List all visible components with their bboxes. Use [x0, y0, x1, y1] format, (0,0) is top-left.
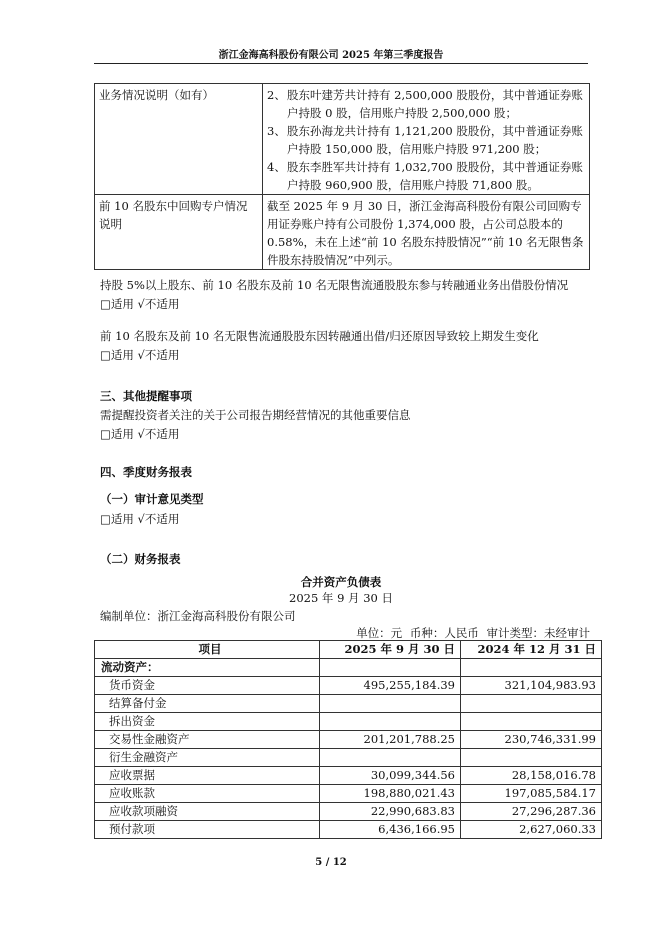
- shareholder-info-table: [94, 83, 590, 270]
- row-value-current: 30,099,344.56: [320, 767, 461, 785]
- table-row: [95, 677, 602, 695]
- row-value-current: [320, 695, 461, 713]
- item-text: 股东孙海龙共计持有 1,121,200 股股份，其中普通证券账户持股 150,000 股，信用账户持股 971,200 股；: [287, 124, 583, 156]
- column-header-current: 2025 年 9 月 30 日: [320, 641, 461, 659]
- table-row: [95, 749, 602, 767]
- item-number: 2、: [267, 88, 286, 102]
- row-item: 应收账款: [95, 785, 320, 803]
- row-value-current: 6,436,166.95: [320, 821, 461, 839]
- row-item: 结算备付金: [95, 695, 320, 713]
- row-value-prior: 28,158,016.78: [461, 767, 602, 785]
- row-item: 货币资金: [95, 677, 320, 695]
- row-item: 衍生金融资产: [95, 749, 320, 767]
- table-row: [95, 821, 602, 839]
- row-value-current: 201,201,788.25: [320, 731, 461, 749]
- row-value-current: 495,255,184.39: [320, 677, 461, 695]
- securities-lending-options: □适用 √不适用: [100, 297, 180, 311]
- item-number: 3、: [267, 124, 286, 138]
- list-item: [267, 158, 585, 194]
- row-value-prior: [461, 695, 602, 713]
- page-header-title: 浙江金海高科股份有限公司 2025 年第三季度报告: [218, 50, 444, 61]
- table-section-row: [95, 659, 602, 677]
- column-header-item: 项目: [95, 641, 320, 659]
- table-row: [95, 84, 590, 195]
- preparer: 编制单位：浙江金海高科股份有限公司: [100, 609, 296, 623]
- section-3-options: □适用 √不适用: [100, 427, 180, 441]
- row-value: [263, 84, 590, 195]
- unit-currency-audit: 单位：元 币种：人民币 审计类型：未经审计: [356, 626, 590, 640]
- balance-sheet-date: 2025 年 9 月 30 日: [289, 591, 393, 605]
- row-value-prior: 197,085,584.17: [461, 785, 602, 803]
- balance-sheet-table: [94, 640, 602, 839]
- table-row: [95, 195, 590, 270]
- header-divider: [94, 63, 588, 64]
- current-assets-label: 流动资产：: [95, 659, 320, 677]
- table-row: [95, 713, 602, 731]
- column-header-prior: 2024 年 12 月 31 日: [461, 641, 602, 659]
- list-item: [267, 122, 585, 158]
- item-text: 股东叶建芳共计持有 2,500,000 股股份，其中普通证券账户持股 0 股，信用账户持股 2,500,000 股；: [287, 88, 583, 120]
- row-value-current: [320, 749, 461, 767]
- table-row: [95, 767, 602, 785]
- row-item: 预付款项: [95, 821, 320, 839]
- audit-opinion-title: （一）审计意见类型: [100, 492, 204, 506]
- row-item: 交易性金融资产: [95, 731, 320, 749]
- refinancing-change-options: □适用 √不适用: [100, 348, 180, 362]
- table-row: [95, 803, 602, 821]
- table-row: [95, 695, 602, 713]
- securities-lending-text: 持股 5%以上股东、前 10 名股东及前 10 名无限售流通股股东参与转融通业务出借股份情况: [100, 278, 569, 292]
- section-3-title: 三、其他提醒事项: [100, 389, 192, 403]
- row-value-current: [320, 713, 461, 731]
- audit-opinion-options: □适用 √不适用: [100, 512, 180, 526]
- row-value: 截至 2025 年 9 月 30 日，浙江金海高科股份有限公司回购专用证券账户持有公司股份 1,374,000 股，占公司总股本的 0.58%，未在上述“前 10 名股东持股情况”“前 10 名无限售条件股东持股情况”中列示。: [263, 195, 590, 270]
- row-value-prior: [461, 713, 602, 731]
- row-value-prior: [461, 749, 602, 767]
- financial-statements-title: （二）财务报表: [100, 552, 181, 566]
- table-row: [95, 731, 602, 749]
- item-number: 4、: [267, 160, 286, 174]
- row-value-prior: 230,746,331.99: [461, 731, 602, 749]
- row-label: 业务情况说明（如有）: [95, 84, 263, 195]
- row-value-current: 198,880,021.43: [320, 785, 461, 803]
- item-text: 股东李胜军共计持有 1,032,700 股股份，其中普通证券账户持股 960,900 股，信用账户持股 71,800 股。: [287, 160, 583, 192]
- table-row: [95, 785, 602, 803]
- page-number: 5 / 12: [315, 857, 347, 868]
- row-value-current: 22,990,683.83: [320, 803, 461, 821]
- row-item: 应收票据: [95, 767, 320, 785]
- row-label: 前 10 名股东中回购专户情况说明: [95, 195, 263, 270]
- list-item: [267, 86, 585, 122]
- balance-sheet-title: 合并资产负债表: [300, 575, 382, 589]
- row-value-prior: 2,627,060.33: [461, 821, 602, 839]
- section-3-text: 需提醒投资者关注的关于公司报告期经营情况的其他重要信息: [100, 408, 411, 422]
- row-item: 应收款项融资: [95, 803, 320, 821]
- refinancing-change-text: 前 10 名股东及前 10 名无限售流通股股东因转融通出借/归还原因导致较上期发生变化: [100, 329, 539, 343]
- row-value-prior: 27,296,287.36: [461, 803, 602, 821]
- table-header-row: [95, 641, 602, 659]
- row-value-prior: 321,104,983.93: [461, 677, 602, 695]
- section-4-title: 四、季度财务报表: [100, 465, 192, 479]
- row-item: 拆出资金: [95, 713, 320, 731]
